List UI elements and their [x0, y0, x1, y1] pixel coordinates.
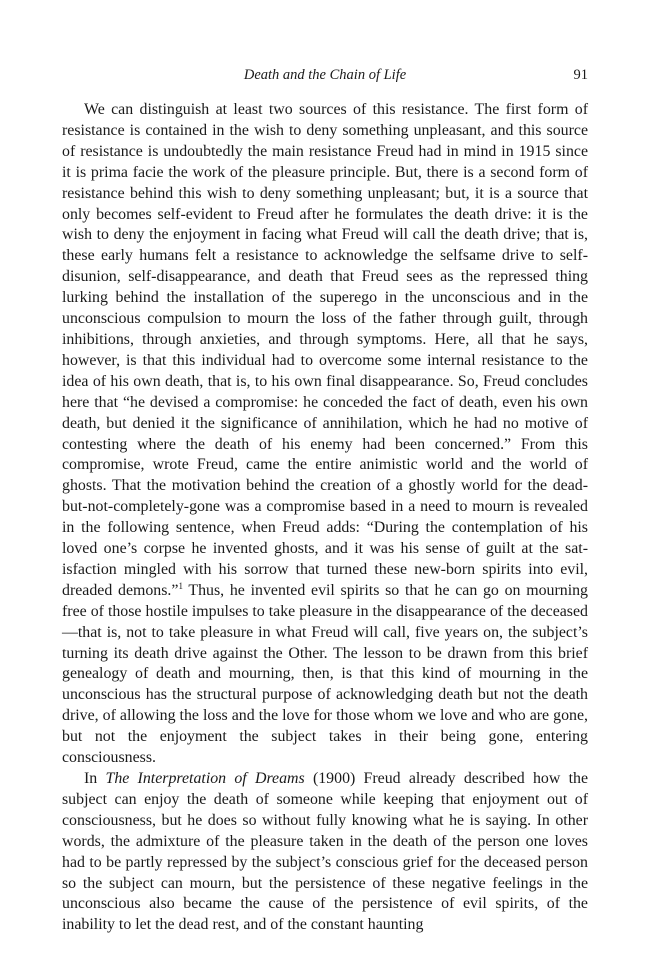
page-number: 91: [573, 67, 588, 83]
body-text: [62, 100, 588, 936]
running-title: Death and the Chain of Life: [243, 67, 407, 83]
paragraph-2: [62, 769, 588, 936]
paragraph-2-text: (1900) Freud already described how the subject can enjoy the death of someone while keeping that enjoyment out of consciousness, but he does so without fully knowing what he is saying. In other words, the admixture of the pleasure taken in the death of the person one loves had to be partly repressed by the subject’s conscious grief for the deceased person so the subject can mourn, but the persistence of these negative feelings in the unconscious also became the cause of the persistence of evil spirits, of the inability to let the dead rest, and of the constant haunting: [62, 770, 589, 934]
running-header: [62, 67, 588, 87]
paragraph-1-text: We can distinguish at least two sources of this resistance. The first form of resistance is contained in the wish to deny something unpleasant, and this source of resistance is undoubtedly the main resistance Freud had in mind in 1915 since it is prima facie the work of the pleasure principle. But, there is a second form of resistance behind this wish to deny something unpleasant; but, it is a source that only becomes self-evident to Freud after he formulates the death drive: it is the wish to deny the enjoyment in facing what Freud will call the death drive; that is, these early humans felt a resistance to acknowledge the selfsame drive to self-disunion, self-disappearance, and death that Freud sees as the repressed thing lurking behind the installation of the superego in the unconscious and in the unconscious compulsion to mourn the loss of the father through guilt, through inhibitions, through anxieties, and through symptoms. Here, all that he says, however, is that this individual had to overcome some internal resistance to the idea of his own death, that is, to his own final disappearance. So, Freud concludes here that “he devised a compromise: he conceded the fact of death, even his own death, but denied it the significance of annihilation, which he had no motive of contesting where the death of his enemy had been concerned.” From this compromise, wrote Freud, came the entire animistic world and the world of ghosts. That the motivation behind the creation of a ghostly world for the dead-but-not-completely-gone was a compromise based in a need to mourn is revealed in the following sentence, when Freud adds: “During the contemplation of his loved one’s corpse he invented ghosts, and it was his sense of guilt at the satisfaction mingled with his sorrow that turned these new-born spirits into evil, dreaded demons.”: [62, 101, 588, 599]
book-page: [62, 0, 588, 975]
footnote-ref[interactable]: 1: [178, 580, 183, 591]
paragraph-1: [62, 100, 588, 769]
book-title: The Interpretation of Dreams: [105, 770, 305, 787]
paragraph-1-continuation: Thus, he invented evil spirits so that he can go on mourning free of those hostile impulses to take pleasure in the disappearance of the deceased—that is, not to take pleasure in what Freud will call, five years on, the subject’s turning its death drive against the Other. The lesson to be drawn from this brief genealogy of death and mourning, then, is that this kind of mourning in the unconscious has the structural purpose of acknowledging death but not the death drive, of allowing the loss and the love for those whom we love and who are gone, but not the enjoyment the subject takes in their being gone, entering consciousness.: [62, 581, 588, 767]
paragraph-2-prefix: In: [84, 770, 106, 787]
